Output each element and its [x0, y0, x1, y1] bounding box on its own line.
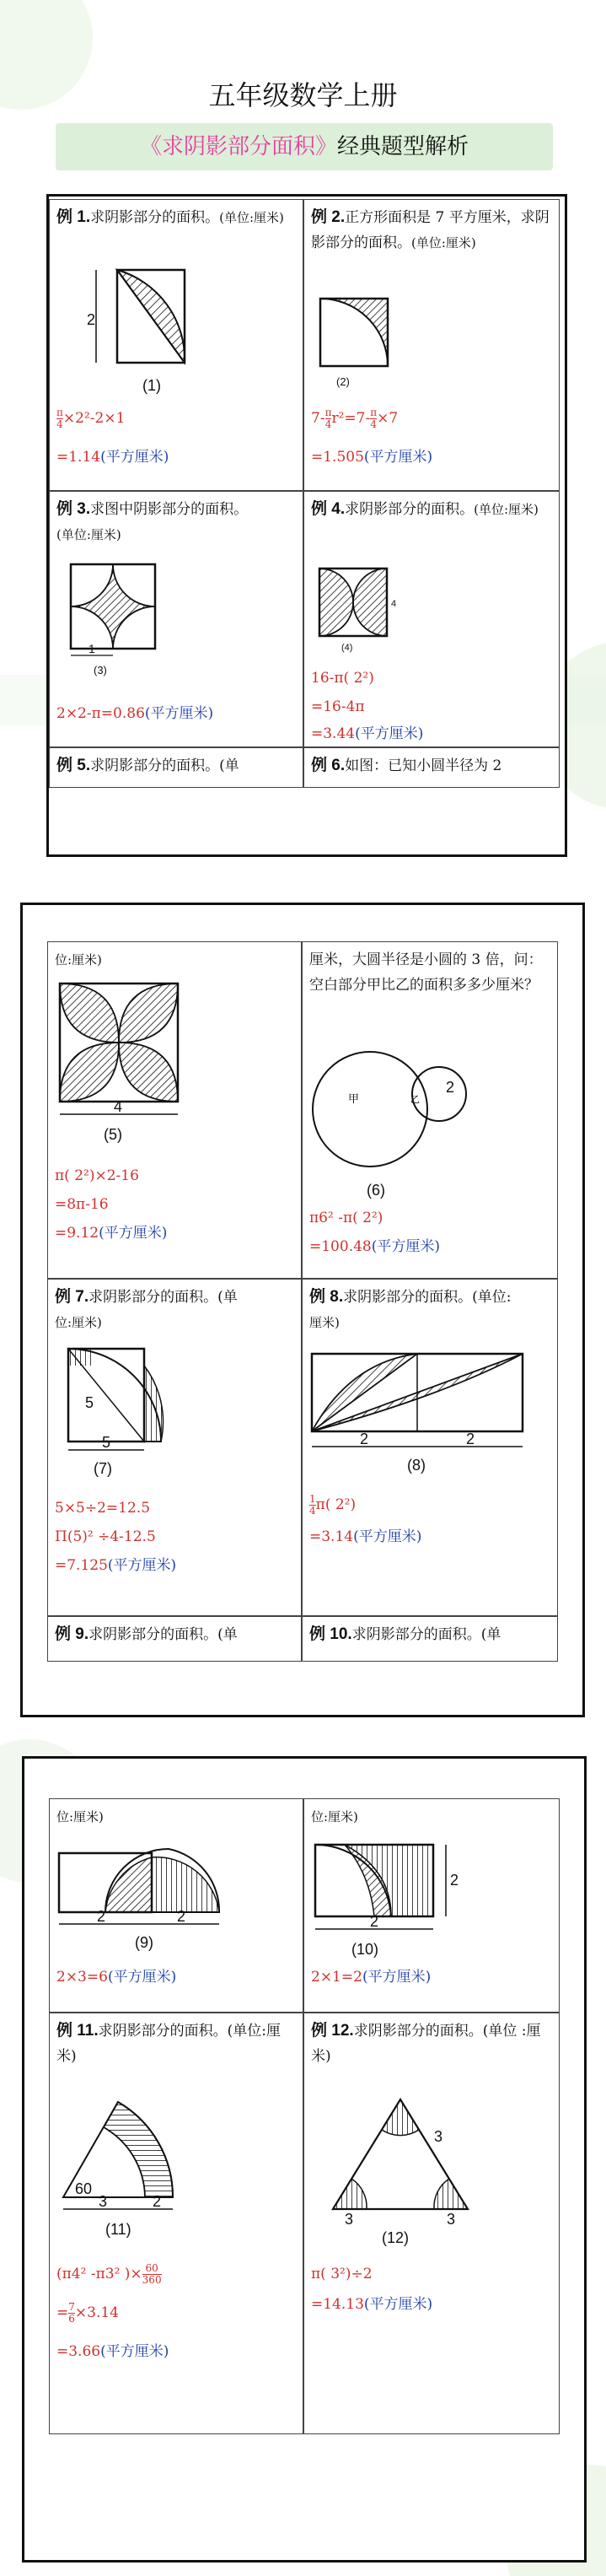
- figure-11-dim-b: 2: [153, 2193, 162, 2210]
- figure-1-caption: (1): [142, 377, 161, 394]
- answer-5-line-1: π( 2²)×2-16: [55, 1167, 139, 1184]
- page-2: [0, 886, 606, 1721]
- figure-7-dim-a: 5: [85, 1394, 94, 1411]
- example-7-cell: 例 7.求阴影部分的面积。(单 位:厘米) 5 5 (7) 5×5÷2=12.5 Π(5)² ÷4-12.5 =7.125(平方厘米): [47, 1279, 302, 1616]
- answer-7-line-1: 5×5÷2=12.5: [55, 1500, 151, 1517]
- answer-6-line-1: π6² -π( 2²): [309, 1210, 383, 1226]
- example-10-label: 例 10.: [309, 1625, 352, 1643]
- figure-11-angle: 60: [75, 2180, 93, 2197]
- figure-6: [311, 1050, 488, 1202]
- subtitle-banner: [56, 123, 553, 170]
- figure-10-caption: (10): [351, 1941, 379, 1958]
- figure-7: [60, 1340, 195, 1484]
- figure-3-dim: 1: [88, 642, 95, 655]
- answer-1-frac: $\frac{\pi}{4}$: [56, 407, 63, 430]
- figure-9-caption: (9): [135, 1934, 153, 1951]
- answer-4-line-3: =3.44: [311, 725, 356, 742]
- page-1: [0, 0, 606, 869]
- example-1-unit: (单位:厘米): [219, 210, 284, 225]
- example-10-cell: 位:厘米) 2 2 (10) 2×1=2(平方厘米): [303, 1798, 560, 2013]
- answer-6-line-2: =100.48: [309, 1238, 372, 1255]
- figure-3: [58, 556, 176, 682]
- figure-12-dim-c: 3: [434, 2128, 443, 2145]
- example-3-unit: (单位:厘米): [56, 527, 121, 542]
- answer-5-line-3: =9.12: [55, 1225, 99, 1242]
- example-12-text: 求阴影部分的面积。(单位 :厘米): [311, 2023, 541, 2065]
- figure-10-dim-a: 2: [450, 1872, 459, 1889]
- figure-7-dim-b: 5: [102, 1434, 111, 1451]
- answer-8-line-1: π( 2²): [315, 1496, 357, 1513]
- example-3-cell: 例 3.求图中阴影部分的面积。 (单位:厘米) 1 (3) 2×2-π=0.86(平方厘米): [49, 491, 303, 747]
- figure-2-caption: (2): [336, 375, 350, 388]
- figure-6-dim: 2: [446, 1079, 455, 1096]
- example-11-text: 求阴影部分的面积。(单位:厘米): [56, 2023, 282, 2065]
- figure-6-caption: (6): [367, 1182, 385, 1199]
- answer-12-line-1: π( 3²)÷2: [311, 2266, 373, 2282]
- figure-10-dim-b: 2: [370, 1913, 379, 1930]
- figure-4-caption: (4): [341, 643, 353, 653]
- example-7-label: 例 7.: [55, 1288, 89, 1306]
- subtitle-highlight: 《求阴影部分面积》: [139, 134, 337, 159]
- example-2-cell: 例 2.正方形面积是 7 平方厘米，求阴影部分的面积。(单位:厘米) (2) $7-\frac{\pi}{4}r^2=7-\frac{\pi}{4}\times 7$ =1.505(平方厘米): [303, 199, 560, 491]
- figure-12-dim-a: 3: [345, 2211, 354, 2228]
- example-1-text: 求阴影部分的面积。: [90, 209, 220, 226]
- figure-5-caption: (5): [104, 1126, 122, 1143]
- example-6-text-cont: 厘米，大圆半径是小圆的 3 倍，问：空白部分甲比乙的面积多多少厘米？: [309, 951, 543, 994]
- figure-6-mark-a: 甲: [348, 1093, 360, 1106]
- example-8-unit: 厘米): [309, 1315, 340, 1330]
- answer-7-line-2: Π(5)² ÷4-12.5: [55, 1528, 156, 1545]
- example-10-text: 求阴影部分的面积。(单: [351, 1626, 501, 1643]
- example-5-cell-top: [49, 747, 303, 788]
- figure-9: [55, 1836, 240, 1954]
- answer-11-line-1: (π4² -π3² )×: [56, 2266, 142, 2282]
- example-3-text: 求图中阴影部分的面积。: [90, 501, 249, 518]
- example-10-unit: 位:厘米): [311, 1809, 358, 1824]
- example-7-unit: 位:厘米): [55, 1315, 102, 1330]
- figure-5-dim: 4: [114, 1098, 123, 1115]
- example-9-cell: 位:厘米) 2 2 (9) 2×3=6(平方厘米): [49, 1798, 303, 2013]
- page-title: 五年级数学上册: [208, 79, 398, 111]
- example-9-unit: 位:厘米): [56, 1809, 104, 1824]
- figure-11: [55, 2079, 223, 2248]
- example-6-cell-top: [303, 747, 560, 788]
- example-2-unit: (单位:厘米): [411, 235, 476, 251]
- example-9-label: 例 9.: [55, 1625, 89, 1643]
- figure-8: [308, 1345, 552, 1480]
- answer-5-line-2: =8π-16: [55, 1196, 109, 1213]
- example-4-unit: (单位:厘米): [474, 502, 539, 517]
- answer-12-line-2: =14.13: [311, 2296, 364, 2313]
- figure-12-caption: (12): [382, 2229, 410, 2246]
- figure-11-caption: (11): [105, 2221, 131, 2238]
- example-4-cell: 例 4.求阴影部分的面积。(单位:厘米) 4 (4) 16-π( 2²) =16-4π =3.44(平方厘米): [303, 491, 560, 747]
- example-11-cell: 例 11.求阴影部分的面积。(单位:厘米) 60 3 2 (11) (π4² -π3² )$\times\frac{60}{360}$ $=\frac{7}{6}\times 3.14$ =3.66(平方厘米): [49, 2013, 303, 2434]
- figure-11-dim-a: 3: [99, 2193, 108, 2210]
- figure-8-dim-a: 2: [360, 1431, 369, 1447]
- figure-1: [75, 257, 201, 401]
- figure-5: [53, 979, 188, 1156]
- answer-7-line-3: =7.125: [55, 1557, 108, 1574]
- example-1-cell: 例 1.求阴影部分的面积。(单位:厘米) 2 (1) $\frac{\pi}{4}\times 2^2-2\times 1$ =1.14(平方厘米): [49, 199, 303, 491]
- figure-12: [316, 2091, 485, 2251]
- example-8-text: 求阴影部分的面积。(单位:: [343, 1289, 512, 1306]
- figure-1-dim: 2: [87, 311, 96, 328]
- answer-1-line-1: ×2²-2×1: [62, 410, 126, 427]
- answer-10-line-1: 2×1=2: [311, 1969, 362, 1986]
- figure-9-dim-b: 2: [177, 1908, 186, 1925]
- example-6-cell: 厘米，大圆半径是小圆的 3 倍，问：空白部分甲比乙的面积多多少厘米？ 甲 乙 2 (6) π6² -π( 2²) =100.48(平方厘米): [302, 941, 558, 1279]
- figure-4-dim: 4: [391, 599, 397, 609]
- figure-3-caption: (3): [94, 664, 107, 676]
- figure-9-dim-a: 2: [97, 1908, 106, 1925]
- example-3-label: 例 3.: [56, 500, 91, 518]
- answer-11-line-2: ×3.14: [74, 2304, 119, 2321]
- page-3: [0, 1739, 606, 2576]
- answer-4-line-2: =16-4π: [311, 698, 365, 715]
- example-8-label: 例 8.: [309, 1288, 344, 1306]
- example-4-label: 例 4.: [311, 500, 346, 518]
- example-5-unit: 位:厘米): [55, 952, 102, 967]
- example-8-cell: 例 8.求阴影部分的面积。(单位: 厘米) 2 2 (8) $\frac{1}{4}\pi$( 2²) =3.14(平方厘米): [302, 1279, 558, 1616]
- answer-9-line-1: 2×3=6: [56, 1969, 108, 1986]
- answer-2-line-2: =1.505: [311, 449, 364, 466]
- example-2-label: 例 2.: [311, 208, 346, 226]
- example-12-label: 例 12.: [311, 2022, 354, 2040]
- example-9-cell-top: [47, 1616, 302, 1662]
- figure-4: [311, 564, 412, 657]
- answer-1-line-2: =1.14: [56, 449, 101, 466]
- answer-4-line-1: 16-π( 2²): [311, 670, 374, 687]
- example-7-text: 求阴影部分的面积。(单: [88, 1289, 238, 1306]
- figure-8-caption: (8): [407, 1457, 426, 1474]
- answer-3-line-1: 2×2-π=0.86: [56, 705, 145, 722]
- example-11-label: 例 11.: [56, 2022, 99, 2040]
- figure-2: [316, 294, 417, 396]
- figure-7-caption: (7): [94, 1460, 112, 1477]
- example-10-cell-top: [302, 1616, 558, 1662]
- example-6-label: 例 6.: [311, 757, 346, 774]
- example-5-cell: 位:厘米) 4 (5) π( 2²)×2-16 =8π-16 =9.12(平方厘米): [47, 941, 302, 1279]
- example-4-text: 求阴影部分的面积。: [345, 501, 475, 518]
- answer-11-line-3: =3.66: [56, 2343, 101, 2360]
- example-9-text: 求阴影部分的面积。(单: [88, 1626, 238, 1643]
- figure-8-dim-b: 2: [466, 1431, 475, 1447]
- figure-6-mark-b: 乙: [410, 1094, 420, 1105]
- example-5-text: 求阴影部分的面积。(单: [90, 757, 239, 774]
- answer-8-line-2: =3.14: [309, 1528, 354, 1545]
- figure-12-dim-b: 3: [447, 2211, 456, 2228]
- example-12-cell: 例 12.求阴影部分的面积。(单位 :厘米) 3 3 3 (12) π( 3²)÷2 =14.13(平方厘米): [303, 2013, 560, 2434]
- subtitle-text: 经典题型解析: [337, 134, 469, 159]
- figure-10: [311, 1836, 480, 1963]
- example-1-label: 例 1.: [56, 208, 91, 226]
- example-6-text: 如图：已知小圆半径为 2: [345, 757, 502, 774]
- example-2-text: 正方形面积是 7 平方厘米，求阴影部分的面积。: [311, 209, 550, 251]
- example-5-label: 例 5.: [56, 757, 91, 774]
